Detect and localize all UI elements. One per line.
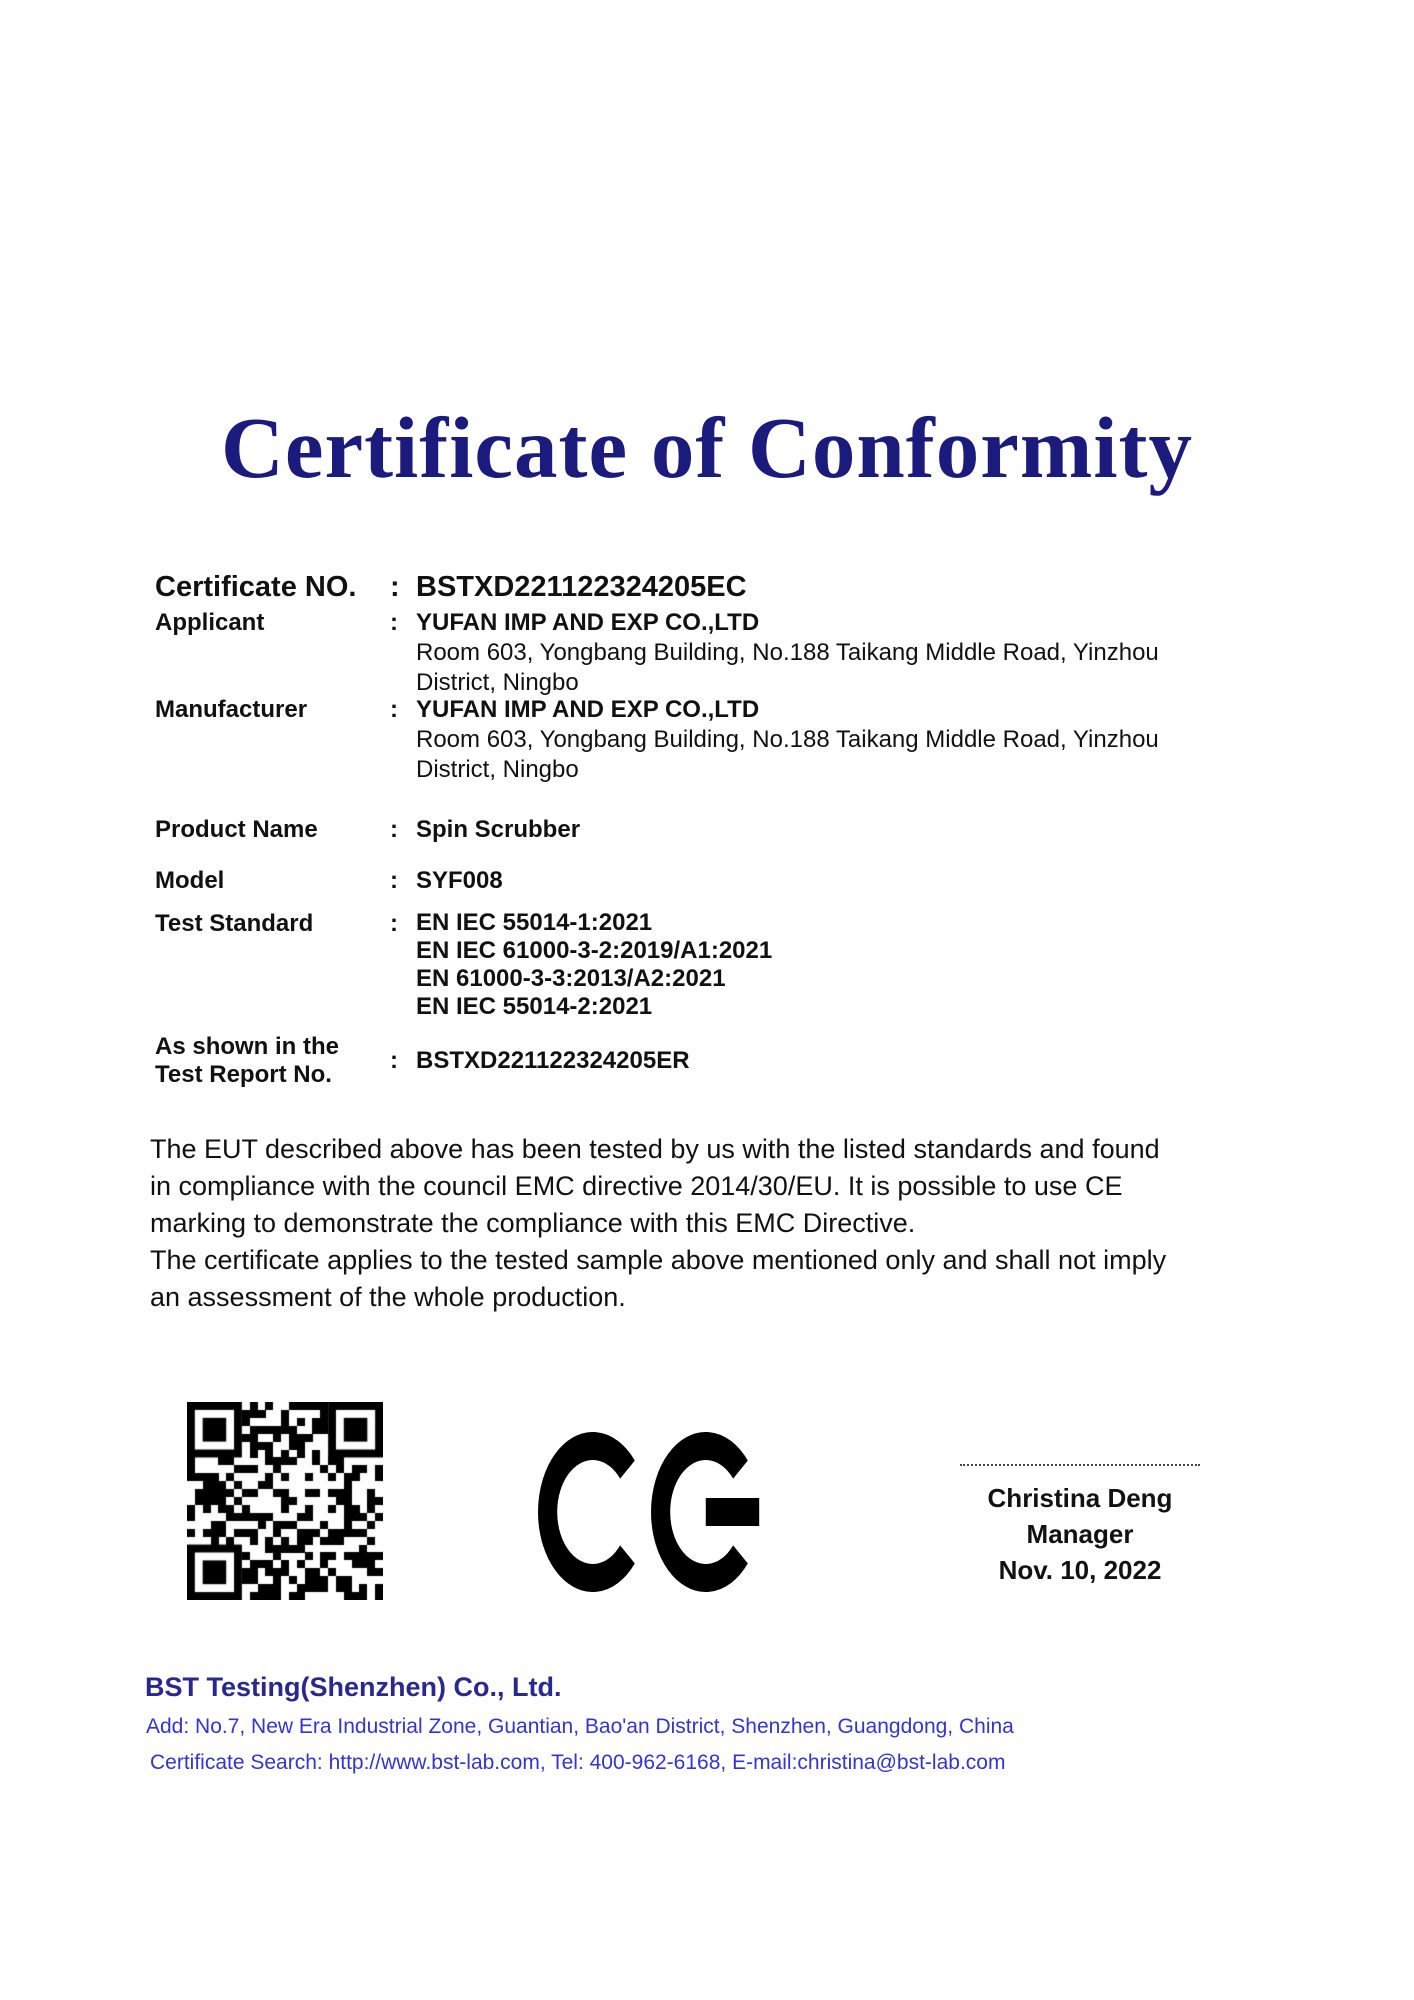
statement-paragraph xyxy=(150,1131,1330,1316)
detail-label: Model xyxy=(155,867,225,894)
statement-line: in compliance with the council EMC directive 2014/30/EU. It is possible to use CE xyxy=(150,1171,1123,1201)
test-report-number: BSTXD221122324205ER xyxy=(416,1047,690,1074)
signature-dotted-line xyxy=(960,1464,1200,1466)
manufacturer-address-line: District, Ningbo xyxy=(416,756,579,783)
test-standard: EN IEC 61000-3-2:2019/A1:2021 xyxy=(416,937,773,964)
detail-colon: : xyxy=(390,571,400,603)
detail-row-model xyxy=(155,866,1265,896)
detail-row-certificate-no xyxy=(155,571,1265,603)
statement-line: marking to demonstrate the compliance with this EMC Directive. xyxy=(150,1208,916,1238)
detail-label: Applicant xyxy=(155,609,265,636)
certificate-number: BSTXD221122324205EC xyxy=(416,571,747,603)
certificate-search-contact: Certificate Search: http://www.bst-lab.com, Tel: 400-962-6168, E-mail:christina@bst-lab.com xyxy=(150,1751,1006,1774)
detail-label: Certificate NO. xyxy=(155,571,357,603)
manufacturer-address-line: Room 603, Yongbang Building, No.188 Taikang Middle Road, Yinzhou xyxy=(416,726,1159,753)
statement-line: The certificate applies to the tested sample above mentioned only and shall not imply xyxy=(150,1245,1167,1275)
detail-colon: : xyxy=(390,1047,398,1074)
issuer-company-name: BST Testing(Shenzhen) Co., Ltd. xyxy=(145,1672,562,1702)
statement-line: an assessment of the whole production. xyxy=(150,1282,626,1312)
certificate-title: Certificate of Conformity xyxy=(221,399,1193,496)
detail-row-manufacturer xyxy=(155,695,1265,785)
detail-row-applicant xyxy=(155,608,1265,698)
detail-colon: : xyxy=(390,910,398,937)
applicant-address-line: Room 603, Yongbang Building, No.188 Taikang Middle Road, Yinzhou xyxy=(416,639,1159,666)
applicant-address-line: District, Ningbo xyxy=(416,669,579,696)
signer-role: Manager xyxy=(1026,1519,1134,1549)
detail-colon: : xyxy=(390,816,398,843)
qr-code xyxy=(187,1402,383,1600)
detail-label-line: Test Report No. xyxy=(155,1061,332,1088)
detail-label: Test Standard xyxy=(155,910,314,937)
model-number: SYF008 xyxy=(416,867,503,894)
test-standard: EN 61000-3-3:2013/A2:2021 xyxy=(416,965,726,992)
signer-name: Christina Deng xyxy=(987,1483,1173,1513)
signature-block xyxy=(930,1464,1230,1589)
detail-label-line: As shown in the xyxy=(155,1033,340,1060)
issuer-address: Add: No.7, New Era Industrial Zone, Guantian, Bao'an District, Shenzhen, Guangdong, China xyxy=(146,1715,1014,1738)
manufacturer-name: YUFAN IMP AND EXP CO.,LTD xyxy=(416,696,760,723)
signature-date: Nov. 10, 2022 xyxy=(998,1555,1162,1585)
test-standard: EN IEC 55014-1:2021 xyxy=(416,909,653,936)
test-standard: EN IEC 55014-2:2021 xyxy=(416,993,653,1020)
statement-line: The EUT described above has been tested by us with the listed standards and found xyxy=(150,1134,1160,1164)
detail-colon: : xyxy=(390,696,398,723)
detail-row-product-name xyxy=(155,815,1265,845)
detail-label: Manufacturer xyxy=(155,696,308,723)
product-name: Spin Scrubber xyxy=(416,816,581,843)
ce-marking-icon xyxy=(538,1432,764,1592)
detail-colon: : xyxy=(390,609,398,636)
detail-row-test-report-no xyxy=(155,1033,1265,1089)
detail-row-test-standard xyxy=(155,909,1265,1021)
detail-label: Product Name xyxy=(155,816,318,843)
applicant-name: YUFAN IMP AND EXP CO.,LTD xyxy=(416,609,760,636)
detail-colon: : xyxy=(390,867,398,894)
